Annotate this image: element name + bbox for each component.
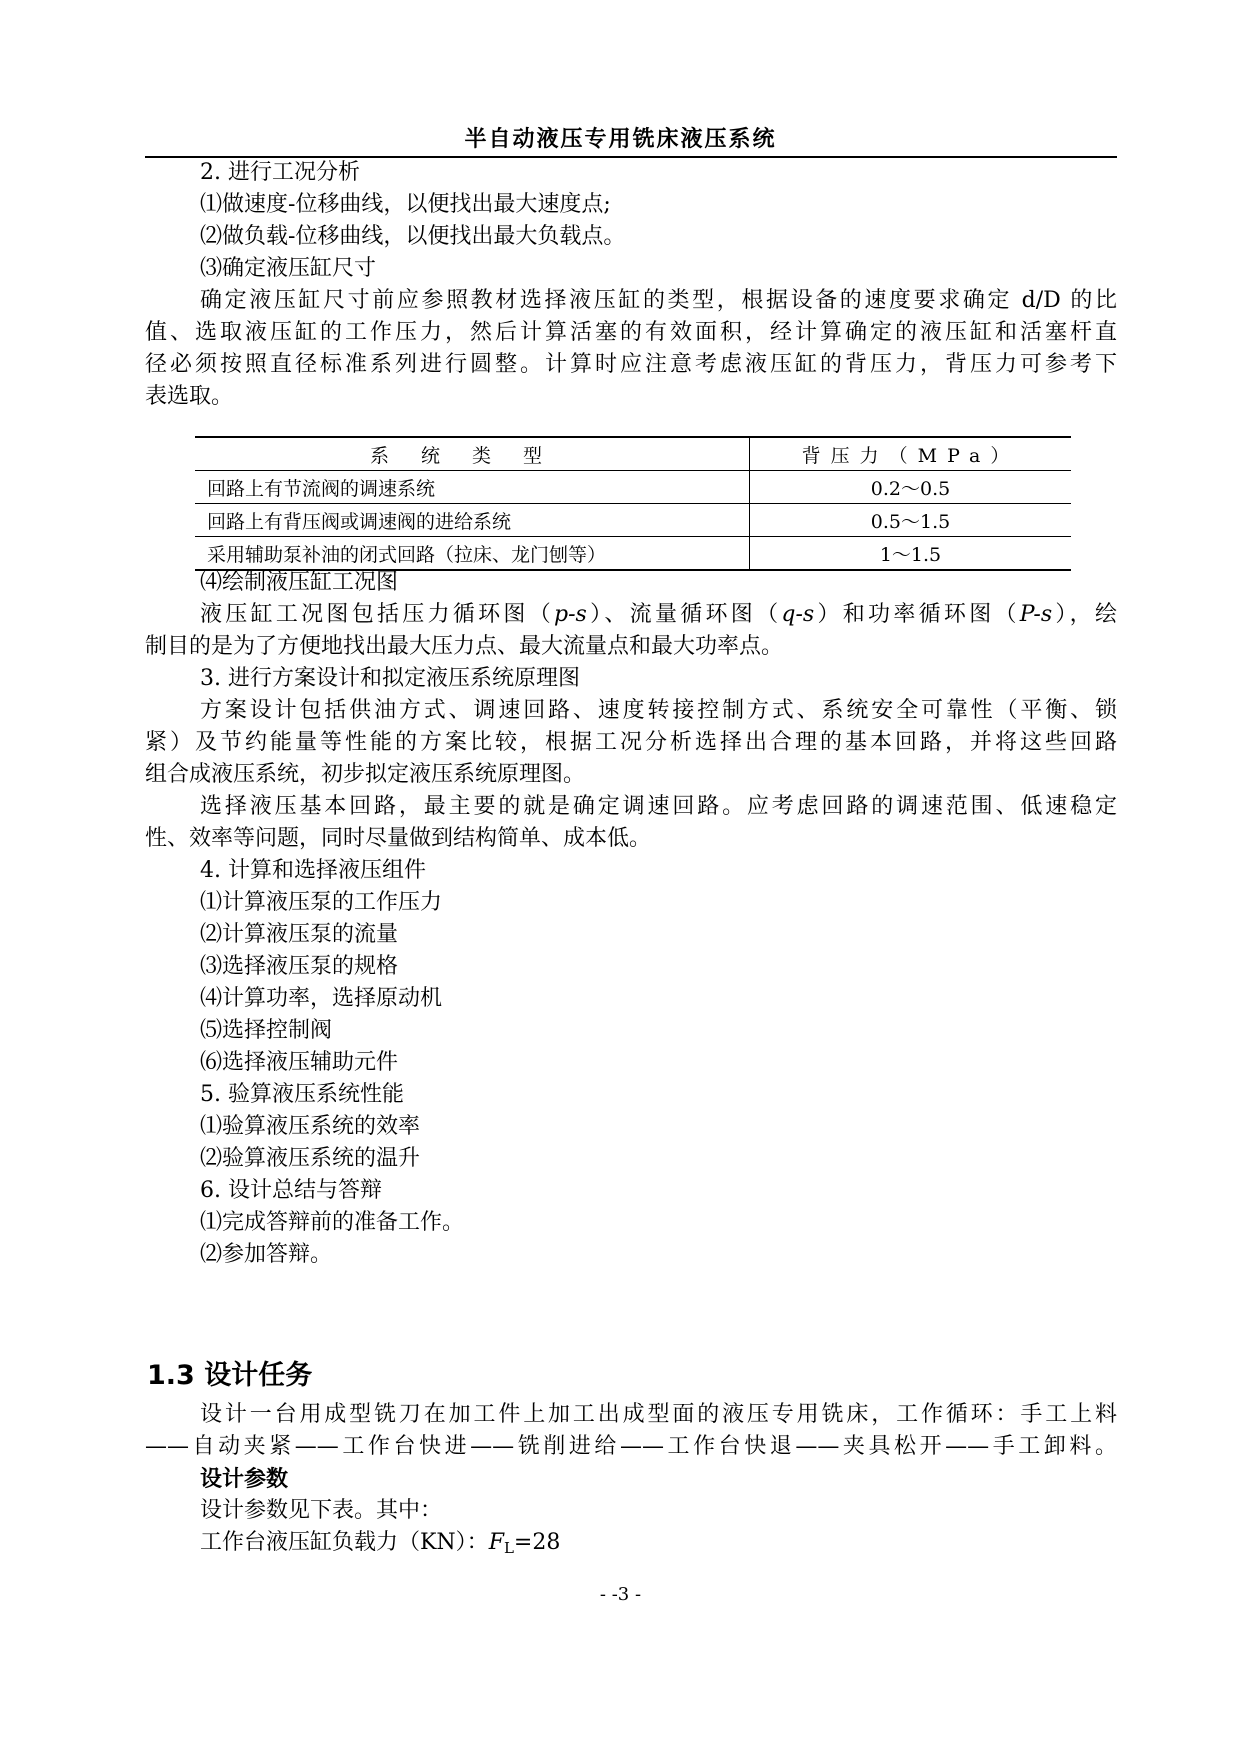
list-item: ⑴做速度-位移曲线，以便找出最大速度点; <box>200 192 611 217</box>
list-item: ⑹选择液压辅助元件 <box>200 1050 399 1075</box>
table-row <box>195 537 1071 571</box>
text-run: ）和功率循环图（ <box>814 602 1020 627</box>
qs-symbol: q-s <box>781 602 815 627</box>
text-run: 液压缸工况图包括压力循环图（ <box>200 602 554 627</box>
table-row <box>195 471 1071 504</box>
table-cell: 采用辅助泵补油的闭式回路（拉床、龙门刨等） <box>195 537 750 571</box>
table-cell: 回路上有背压阀或调速阀的进给系统 <box>195 504 750 537</box>
text-run: 工作台液压缸负载力（KN）： <box>200 1530 489 1555</box>
table-cell: 1～1.5 <box>750 537 1072 571</box>
page-number: - -3 - <box>599 1584 642 1605</box>
paragraph-line: ——自动夹紧——工作台快进——铣削进给——工作台快退——夹具松开——手工卸料。 <box>145 1434 1117 1459</box>
paragraph-line: 径必须按照直径标准系列进行圆整。计算时应注意考虑液压缸的背压力，背压力可参考下 <box>145 352 1117 377</box>
paragraph-line: 确定液压缸尺寸前应参照教材选择液压缸的类型，根据设备的速度要求确定 d/D 的比 <box>200 288 1117 313</box>
list-item: ⑴计算液压泵的工作压力 <box>200 890 443 915</box>
paragraph-line: 组合成液压系统，初步拟定液压系统原理图。 <box>145 762 586 787</box>
table-cell: 回路上有节流阀的调速系统 <box>195 471 750 504</box>
list-item: ⑴验算液压系统的效率 <box>200 1114 421 1139</box>
paragraph-line: 设计一台用成型铣刀在加工件上加工出成型面的液压专用铣床，工作循环：手工上料 <box>200 1402 1117 1427</box>
paragraph-line: 性、效率等问题，同时尽量做到结构简单、成本低。 <box>145 826 652 851</box>
paragraph-line: 紧）及节约能量等性能的方案比较，根据工况分析选择出合理的基本回路，并将这些回路 <box>145 730 1117 755</box>
power-s-symbol: P-s <box>1019 602 1053 627</box>
backpressure-table <box>195 436 1071 571</box>
list-item: ⑵计算液压泵的流量 <box>200 922 399 947</box>
paragraph-line: 设计参数见下表。其中： <box>200 1498 443 1523</box>
paragraph-line <box>200 600 1117 630</box>
load-subscript: L <box>503 1539 514 1557</box>
paragraph-line: 制目的是为了方便地找出最大压力点、最大流量点和最大功率点。 <box>145 634 784 659</box>
table-header-row <box>195 437 1071 471</box>
section-4-title: 4. 计算和选择液压组件 <box>200 858 426 883</box>
list-item: ⑶确定液压缸尺寸 <box>200 256 377 281</box>
section-2-title: 2. 进行工况分析 <box>200 160 360 185</box>
list-item: ⑵验算液压系统的温升 <box>200 1146 421 1171</box>
text-run: ），绘 <box>1052 602 1117 627</box>
table-cell: 0.2～0.5 <box>750 471 1072 504</box>
section-6-title: 6. 设计总结与答辩 <box>200 1178 382 1203</box>
paragraph-line: 选择液压基本回路，最主要的就是确定调速回路。应考虑回路的调速范围、低速稳定 <box>200 794 1117 819</box>
list-item: ⑵参加答辩。 <box>200 1242 333 1267</box>
ps-symbol: p-s <box>554 602 587 627</box>
column-header-back-pressure: 背压力（MPa） <box>750 437 1072 471</box>
load-force-line <box>200 1528 560 1563</box>
paragraph-line: 方案设计包括供油方式、调速回路、速度转接控制方式、系统安全可靠性（平衡、锁 <box>200 698 1117 723</box>
list-item: ⑵做负载-位移曲线，以便找出最大负载点。 <box>200 224 626 249</box>
table-row <box>195 504 1071 537</box>
section-heading: 1.3 设计任务 <box>147 1360 313 1391</box>
load-value: =28 <box>513 1530 561 1555</box>
list-item: ⑷计算功率，选择原动机 <box>200 986 443 1011</box>
paragraph-line: 表选取。 <box>145 384 234 409</box>
list-item: ⑶选择液压泵的规格 <box>200 954 399 979</box>
list-item: ⑴完成答辩前的准备工作。 <box>200 1210 465 1235</box>
text-run: ）、流量循环图（ <box>586 602 782 627</box>
section-3-title: 3. 进行方案设计和拟定液压系统原理图 <box>200 666 580 691</box>
column-header-system-type: 系统类型 <box>195 437 750 471</box>
running-header: 半自动液压专用铣床液压系统 <box>464 127 777 152</box>
paragraph-line: 值、选取液压缸的工作压力，然后计算活塞的有效面积，经计算确定的液压缸和活塞杆直 <box>145 320 1117 345</box>
section-5-title: 5. 验算液压系统性能 <box>200 1082 404 1107</box>
list-item: ⑷绘制液压缸工况图 <box>200 570 399 595</box>
table-cell: 0.5～1.5 <box>750 504 1072 537</box>
design-params-label: 设计参数 <box>200 1466 289 1492</box>
load-symbol: F <box>488 1530 504 1555</box>
list-item: ⑸选择控制阀 <box>200 1018 333 1043</box>
